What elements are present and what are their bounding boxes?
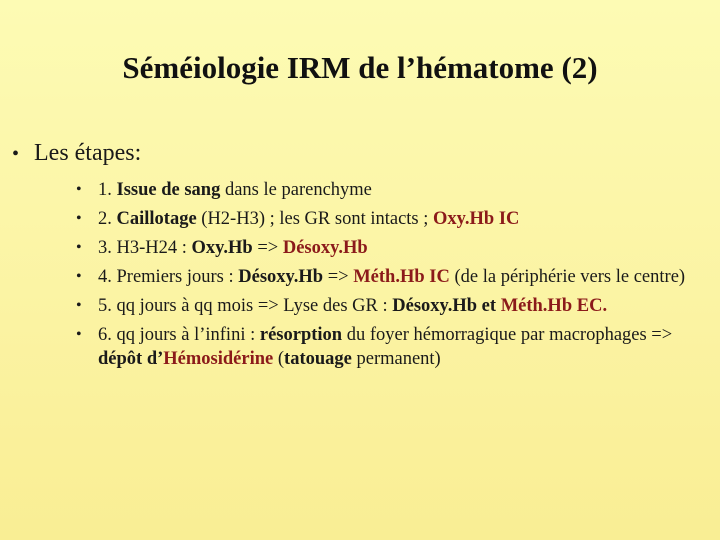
- list-item-text: 2.: [98, 209, 117, 229]
- bullet-icon: •: [12, 143, 20, 165]
- list-item: [76, 294, 706, 318]
- list-item-text: (de la périphérie vers le centre): [449, 267, 686, 287]
- main-bullet-label: Les étapes: [34, 140, 135, 166]
- bullet-icon: •: [76, 297, 82, 314]
- slide-title: Séméiologie IRM de l’hématome (2): [122, 50, 598, 85]
- list-item: [76, 236, 706, 260]
- bullet-icon: •: [76, 210, 82, 227]
- list-item-text: du foyer hémorragique par macrophages =>: [342, 325, 673, 345]
- list-item-text: tatouage: [284, 349, 352, 369]
- list-item: [76, 178, 706, 202]
- bullet-icon: •: [76, 268, 82, 285]
- bullet-icon: •: [76, 181, 82, 198]
- list-item-text: Issue de sang: [116, 180, 221, 200]
- list-item-text: 1.: [98, 180, 117, 200]
- main-bullet-suffix: :: [134, 140, 142, 166]
- list-item-text: (: [273, 349, 285, 369]
- bullet-icon: •: [76, 239, 82, 256]
- list-item-text: =>: [252, 238, 283, 258]
- main-bullet: [12, 140, 141, 167]
- list-item-text: 6. qq jours à l’infini :: [98, 325, 260, 345]
- list-item-text: Oxy.Hb: [191, 238, 253, 258]
- list-item-text: Désoxy.Hb: [282, 238, 368, 258]
- list-item-text: Hémosidérine: [163, 349, 274, 369]
- list-item-text: résorption: [259, 325, 343, 345]
- list-item-text: Caillotage: [116, 209, 197, 229]
- list-item-text: 4. Premiers jours :: [98, 267, 239, 287]
- steps-list: [76, 178, 706, 376]
- list-item-text: Oxy.Hb IC: [433, 209, 520, 229]
- list-item-text: Désoxy.Hb: [238, 267, 324, 287]
- list-item-text: dépôt d’: [98, 349, 164, 369]
- list-item-text: 3. H3-H24 :: [98, 238, 192, 258]
- list-item-text: Méth.Hb IC: [353, 267, 450, 287]
- bullet-icon: •: [76, 326, 82, 343]
- list-item: [76, 323, 706, 371]
- list-item-text: permanent): [351, 349, 441, 369]
- list-item-text: =>: [323, 267, 354, 287]
- list-item-text: dans le parenchyme: [220, 180, 372, 200]
- list-item-text: 5. qq jours à qq mois => Lyse des GR :: [98, 296, 393, 316]
- list-item-text: Méth.Hb EC.: [500, 296, 608, 316]
- list-item: [76, 207, 706, 231]
- list-item-text: (H2-H3) ; les GR sont intacts ;: [196, 209, 434, 229]
- list-item: [76, 265, 706, 289]
- list-item-text: Désoxy.Hb et: [392, 296, 501, 316]
